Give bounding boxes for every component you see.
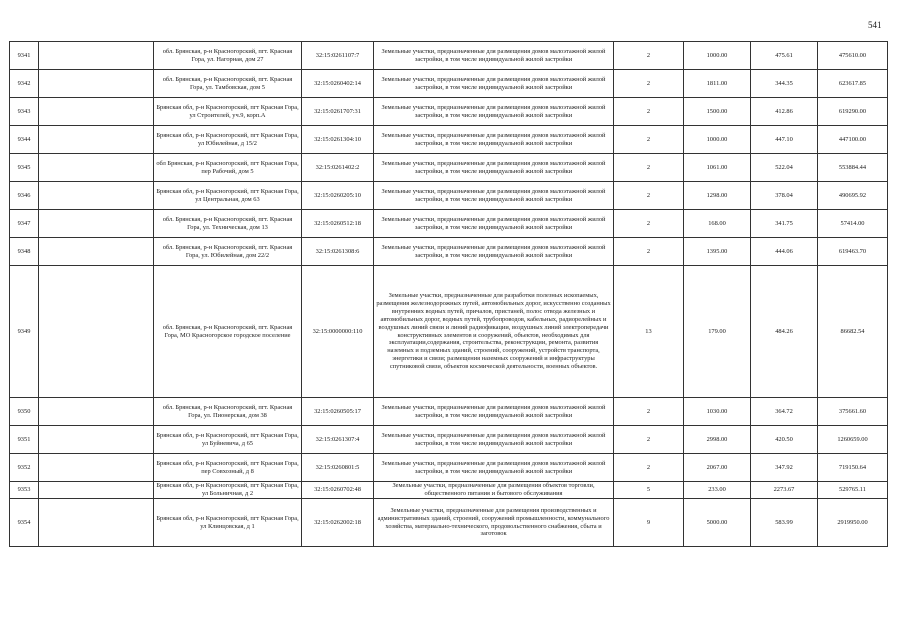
row-cadastral-value: 529765.11 [818,482,888,499]
row-use-code: 2 [614,210,684,238]
table-row [10,70,888,98]
row-land-use: Земельные участки, предназначенные для размещения домов малоэтажной жилой застройки, в том числе индивидуальной жилой застройки [374,70,614,98]
row-use-code: 2 [614,154,684,182]
row-unit-value: 412.86 [751,98,818,126]
row-unit-value: 364.72 [751,398,818,426]
row-unit-value: 344.35 [751,70,818,98]
row-land-use: Земельные участки, предназначенные для размещения домов малоэтажной жилой застройки, в том числе индивидуальной жилой застройки [374,42,614,70]
row-use-code: 5 [614,482,684,499]
row-cadastral-number: 32:15:0260205:10 [302,182,374,210]
row-cadastral-value: 475610.00 [818,42,888,70]
row-cadastral-value: 623617.85 [818,70,888,98]
row-cadastral-number: 32:15:0260402:14 [302,70,374,98]
page-number: 541 [868,20,882,30]
table-body [10,42,888,547]
row-number: 9351 [10,426,39,454]
row-number: 9352 [10,454,39,482]
row-cadastral-number: 32:15:0261304:10 [302,126,374,154]
row-land-use: Земельные участки, предназначенные для размещения домов малоэтажной жилой застройки, в том числе индивидуальной жилой застройки [374,210,614,238]
row-unit-value: 484.26 [751,266,818,398]
row-cadastral-value: 553884.44 [818,154,888,182]
table-row [10,154,888,182]
row-area: 1395.00 [684,238,751,266]
row-land-use: Земельные участки, предназначенные для размещения объектов торговли, общественного питания и бытового обслуживания [374,482,614,499]
row-address: Брянская обл, р-н Красногорский, пгт Красная Гора, ул Центральная, дом 63 [154,182,302,210]
row-address: обл. Брянская, р-н Красногорский, пгт. Красная Гора, ул. Пионерская, дом 38 [154,398,302,426]
row-use-code: 9 [614,499,684,547]
row-cadastral-value: 619463.70 [818,238,888,266]
table-row [10,182,888,210]
row-unit-value: 341.75 [751,210,818,238]
row-address: обл. Брянская, р-н Красногорский, пгт. Красная Гора, ул. Юбилейная, дом 22/2 [154,238,302,266]
row-cadastral-value: 86682.54 [818,266,888,398]
row-cadastral-value: 1260659.00 [818,426,888,454]
row-address: обл. Брянская, р-н Красногорский, пгт. Красная Гора, ул. Тамбовская, дом 5 [154,70,302,98]
row-unit-value: 444.06 [751,238,818,266]
row-area: 233.00 [684,482,751,499]
row-land-use: Земельные участки, предназначенные для разработки полезных ископаемых, размещения железнодорожных путей, автомобильных дорог, искусственно созданных внутренних водных путей, причалов, пристаней, полос отвода железных и автомобильных дорог, водных путей, трубопроводов, кабельных, радиорелейных и воздушных линий связи и линий радиофикации, воздушных линий электропередачи конструктивных элементов и сооружений, объектов, необходимых для эксплуатации,содержания, строительства, реконструкции, ремонта, развития наземных и подземных зданий, строений, сооружений, устройств транспорта, энергетики и связи; размещения наземных сооружений и инфраструктуры спутниковой связи, объектов космической деятельности, военных объектов. [374,266,614,398]
row-cadastral-number: 32:15:0261308:6 [302,238,374,266]
row-unit-value: 447.10 [751,126,818,154]
row-cadastral-number: 32:15:0262002:18 [302,499,374,547]
row-address: Брянская обл, р-н Красногорский, пгт Красная Гора, ул Клинцовская, д 1 [154,499,302,547]
row-area: 1061.00 [684,154,751,182]
row-cadastral-value: 490695.92 [818,182,888,210]
row-address: обл. Брянская, р-н Красногорский, пгт. Красная Гора, ул. Нагорная, дом 27 [154,42,302,70]
row-area: 2998.00 [684,426,751,454]
row-unit-value: 2273.67 [751,482,818,499]
row-unit-value: 522.04 [751,154,818,182]
row-area: 168.00 [684,210,751,238]
row-number: 9347 [10,210,39,238]
row-number: 9346 [10,182,39,210]
row-use-code: 2 [614,426,684,454]
table-row [10,454,888,482]
row-land-use: Земельные участки, предназначенные для размещения производственных и административных зданий, строений, сооружений промышленности, коммунального хозяйства, материально-технического, продовольственного снабжения, сбыта и заготовок [374,499,614,547]
row-use-code: 2 [614,398,684,426]
table-row [10,42,888,70]
row-cadastral-number: 32:15:0261402:2 [302,154,374,182]
row-land-use: Земельные участки, предназначенные для размещения домов малоэтажной жилой застройки, в том числе индивидуальной жилой застройки [374,126,614,154]
row-unit-value: 475.61 [751,42,818,70]
row-number: 9348 [10,238,39,266]
row-unit-value: 378.04 [751,182,818,210]
row-cadastral-number: 32:15:0261107:7 [302,42,374,70]
table-row [10,210,888,238]
row-address: обл. Брянская, р-н Красногорский, пгт. Красная Гора, МО Красногорское городское поселение [154,266,302,398]
row-number: 9350 [10,398,39,426]
row-land-use: Земельные участки, предназначенные для размещения домов малоэтажной жилой застройки, в том числе индивидуальной жилой застройки [374,182,614,210]
row-cadastral-number: 32:15:0260505:17 [302,398,374,426]
row-area: 179.00 [684,266,751,398]
row-land-use: Земельные участки, предназначенные для размещения домов малоэтажной жилой застройки, в том числе индивидуальной жилой застройки [374,98,614,126]
row-use-code: 13 [614,266,684,398]
row-address: обл. Брянская, р-н Красногорский, пгт. Красная Гора, ул. Техническая, дом 13 [154,210,302,238]
row-use-code: 2 [614,70,684,98]
table-row [10,238,888,266]
row-land-use: Земельные участки, предназначенные для размещения домов малоэтажной жилой застройки, в том числе индивидуальной жилой застройки [374,398,614,426]
row-number: 9344 [10,126,39,154]
table-row [10,266,888,398]
row-area: 1500.00 [684,98,751,126]
row-use-code: 2 [614,98,684,126]
table-row [10,98,888,126]
row-use-code: 2 [614,182,684,210]
row-address: Брянская обл, р-н Красногорский, пгт Красная Гора, пер Совхозный, д 8 [154,454,302,482]
row-area: 2067.00 [684,454,751,482]
row-land-use: Земельные участки, предназначенные для размещения домов малоэтажной жилой застройки, в том числе индивидуальной жилой застройки [374,238,614,266]
row-cadastral-value: 719150.64 [818,454,888,482]
row-unit-value: 347.92 [751,454,818,482]
row-cadastral-number: 32:15:0260801:5 [302,454,374,482]
row-cadastral-number: 32:15:0260702:48 [302,482,374,499]
table-row [10,398,888,426]
row-area: 1298.00 [684,182,751,210]
row-use-code: 2 [614,126,684,154]
table-row [10,482,888,499]
row-area: 1030.00 [684,398,751,426]
row-cadastral-value: 375661.60 [818,398,888,426]
row-cadastral-value: 57414.00 [818,210,888,238]
table-row [10,126,888,154]
row-number: 9345 [10,154,39,182]
row-number: 9354 [10,499,39,547]
row-number: 9341 [10,42,39,70]
row-address: Брянская обл, р-н Красногорский, пгт Красная Гора, ул Больничная, д 2 [154,482,302,499]
table-row [10,499,888,547]
row-cadastral-number: 32:15:0261307:4 [302,426,374,454]
row-cadastral-number: 32:15:0261707:31 [302,98,374,126]
table-row [10,426,888,454]
row-use-code: 2 [614,238,684,266]
row-number: 9349 [10,266,39,398]
row-number: 9353 [10,482,39,499]
row-address: обл Брянская, р-н Красногорский, пгт Красная Гора, пер Рабочий, дом 5 [154,154,302,182]
row-cadastral-value: 447100.00 [818,126,888,154]
row-land-use: Земельные участки, предназначенные для размещения домов малоэтажной жилой застройки, в том числе индивидуальной жилой застройки [374,454,614,482]
row-cadastral-value: 2919950.00 [818,499,888,547]
row-address: Брянская обл, р-н Красногорский, пгт Красная Гора, ул Буйневича, д 65 [154,426,302,454]
row-area: 5000.00 [684,499,751,547]
row-unit-value: 583.99 [751,499,818,547]
row-use-code: 2 [614,42,684,70]
row-area: 1000.00 [684,42,751,70]
row-land-use: Земельные участки, предназначенные для размещения домов малоэтажной жилой застройки, в том числе индивидуальной жилой застройки [374,154,614,182]
land-registry-table [9,41,888,547]
row-cadastral-number: 32:15:0000000:110 [302,266,374,398]
row-unit-value: 420.50 [751,426,818,454]
row-area: 1000.00 [684,126,751,154]
row-cadastral-number: 32:15:0260512:18 [302,210,374,238]
row-address: Брянская обл, р-н Красногорский, пгт Красная Гора, ул Строителей, уч.9, корп.А [154,98,302,126]
row-cadastral-value: 619290.00 [818,98,888,126]
row-area: 1811.00 [684,70,751,98]
row-land-use: Земельные участки, предназначенные для размещения домов малоэтажной жилой застройки, в том числе индивидуальной жилой застройки [374,426,614,454]
row-address: Брянская обл, р-н Красногорский, пгт Красная Гора, ул Юбилейная, д 15/2 [154,126,302,154]
row-use-code: 2 [614,454,684,482]
row-number: 9343 [10,98,39,126]
row-number: 9342 [10,70,39,98]
